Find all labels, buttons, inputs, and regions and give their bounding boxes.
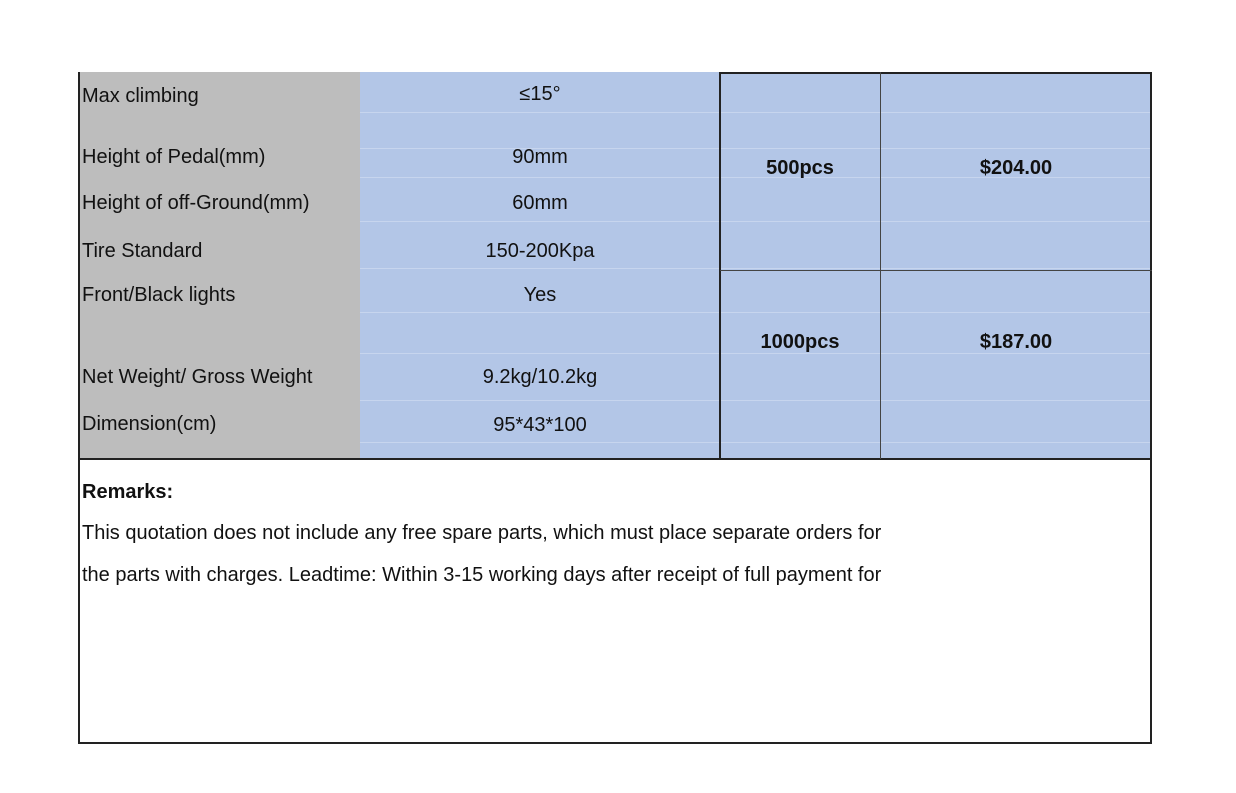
tier-price-1000: $187.00: [979, 331, 1053, 353]
tier-quantity-1000: 1000pcs: [760, 331, 840, 353]
spec-label-tire-standard: Tire Standard: [82, 240, 203, 262]
left-border: [78, 72, 80, 744]
spec-value-pedal-height: 90mm: [512, 146, 568, 168]
row-divider: [360, 442, 1152, 443]
row-divider: [360, 400, 1152, 401]
row-divider: [360, 112, 1152, 113]
row-divider: [360, 268, 1152, 269]
price-top-border: [720, 72, 1152, 74]
spec-label-dimension: Dimension(cm): [82, 413, 217, 435]
spec-label-max-climbing: Max climbing: [82, 85, 199, 107]
remarks-bottom-border: [78, 742, 1152, 744]
table-bottom-border: [78, 458, 1152, 460]
remarks-line: the parts with charges. Leadtime: Within 3-15 working days after receipt of full payment for: [82, 564, 882, 586]
spec-value-ground-height: 60mm: [512, 192, 568, 214]
qty-price-divider: [880, 72, 881, 459]
spec-value-max-climbing: ≤15°: [519, 83, 561, 105]
spec-value-tire-standard: 150-200Kpa: [485, 240, 595, 262]
spec-value-lights: Yes: [523, 284, 557, 306]
spec-value-dimension: 95*43*100: [493, 414, 587, 436]
spec-label-weight: Net Weight/ Gross Weight: [82, 366, 313, 388]
tier-price-500: $204.00: [979, 157, 1053, 179]
spec-label-lights: Front/Black lights: [82, 284, 236, 306]
row-divider: [360, 221, 1152, 222]
spec-label-pedal-height: Height of Pedal(mm): [82, 146, 266, 168]
price-left-border: [719, 72, 721, 459]
row-divider: [360, 312, 1152, 313]
remarks-line: This quotation does not include any free spare parts, which must place separate orders for: [82, 522, 882, 544]
spec-label-ground-height: Height of off-Ground(mm): [82, 192, 310, 214]
spec-value-weight: 9.2kg/10.2kg: [482, 366, 598, 388]
remarks-title: Remarks:: [82, 481, 174, 503]
tier-divider: [720, 270, 1152, 271]
tier-quantity-500: 500pcs: [766, 157, 834, 179]
quotation-sheet: [78, 72, 1152, 744]
spec-label-column: [78, 72, 360, 459]
